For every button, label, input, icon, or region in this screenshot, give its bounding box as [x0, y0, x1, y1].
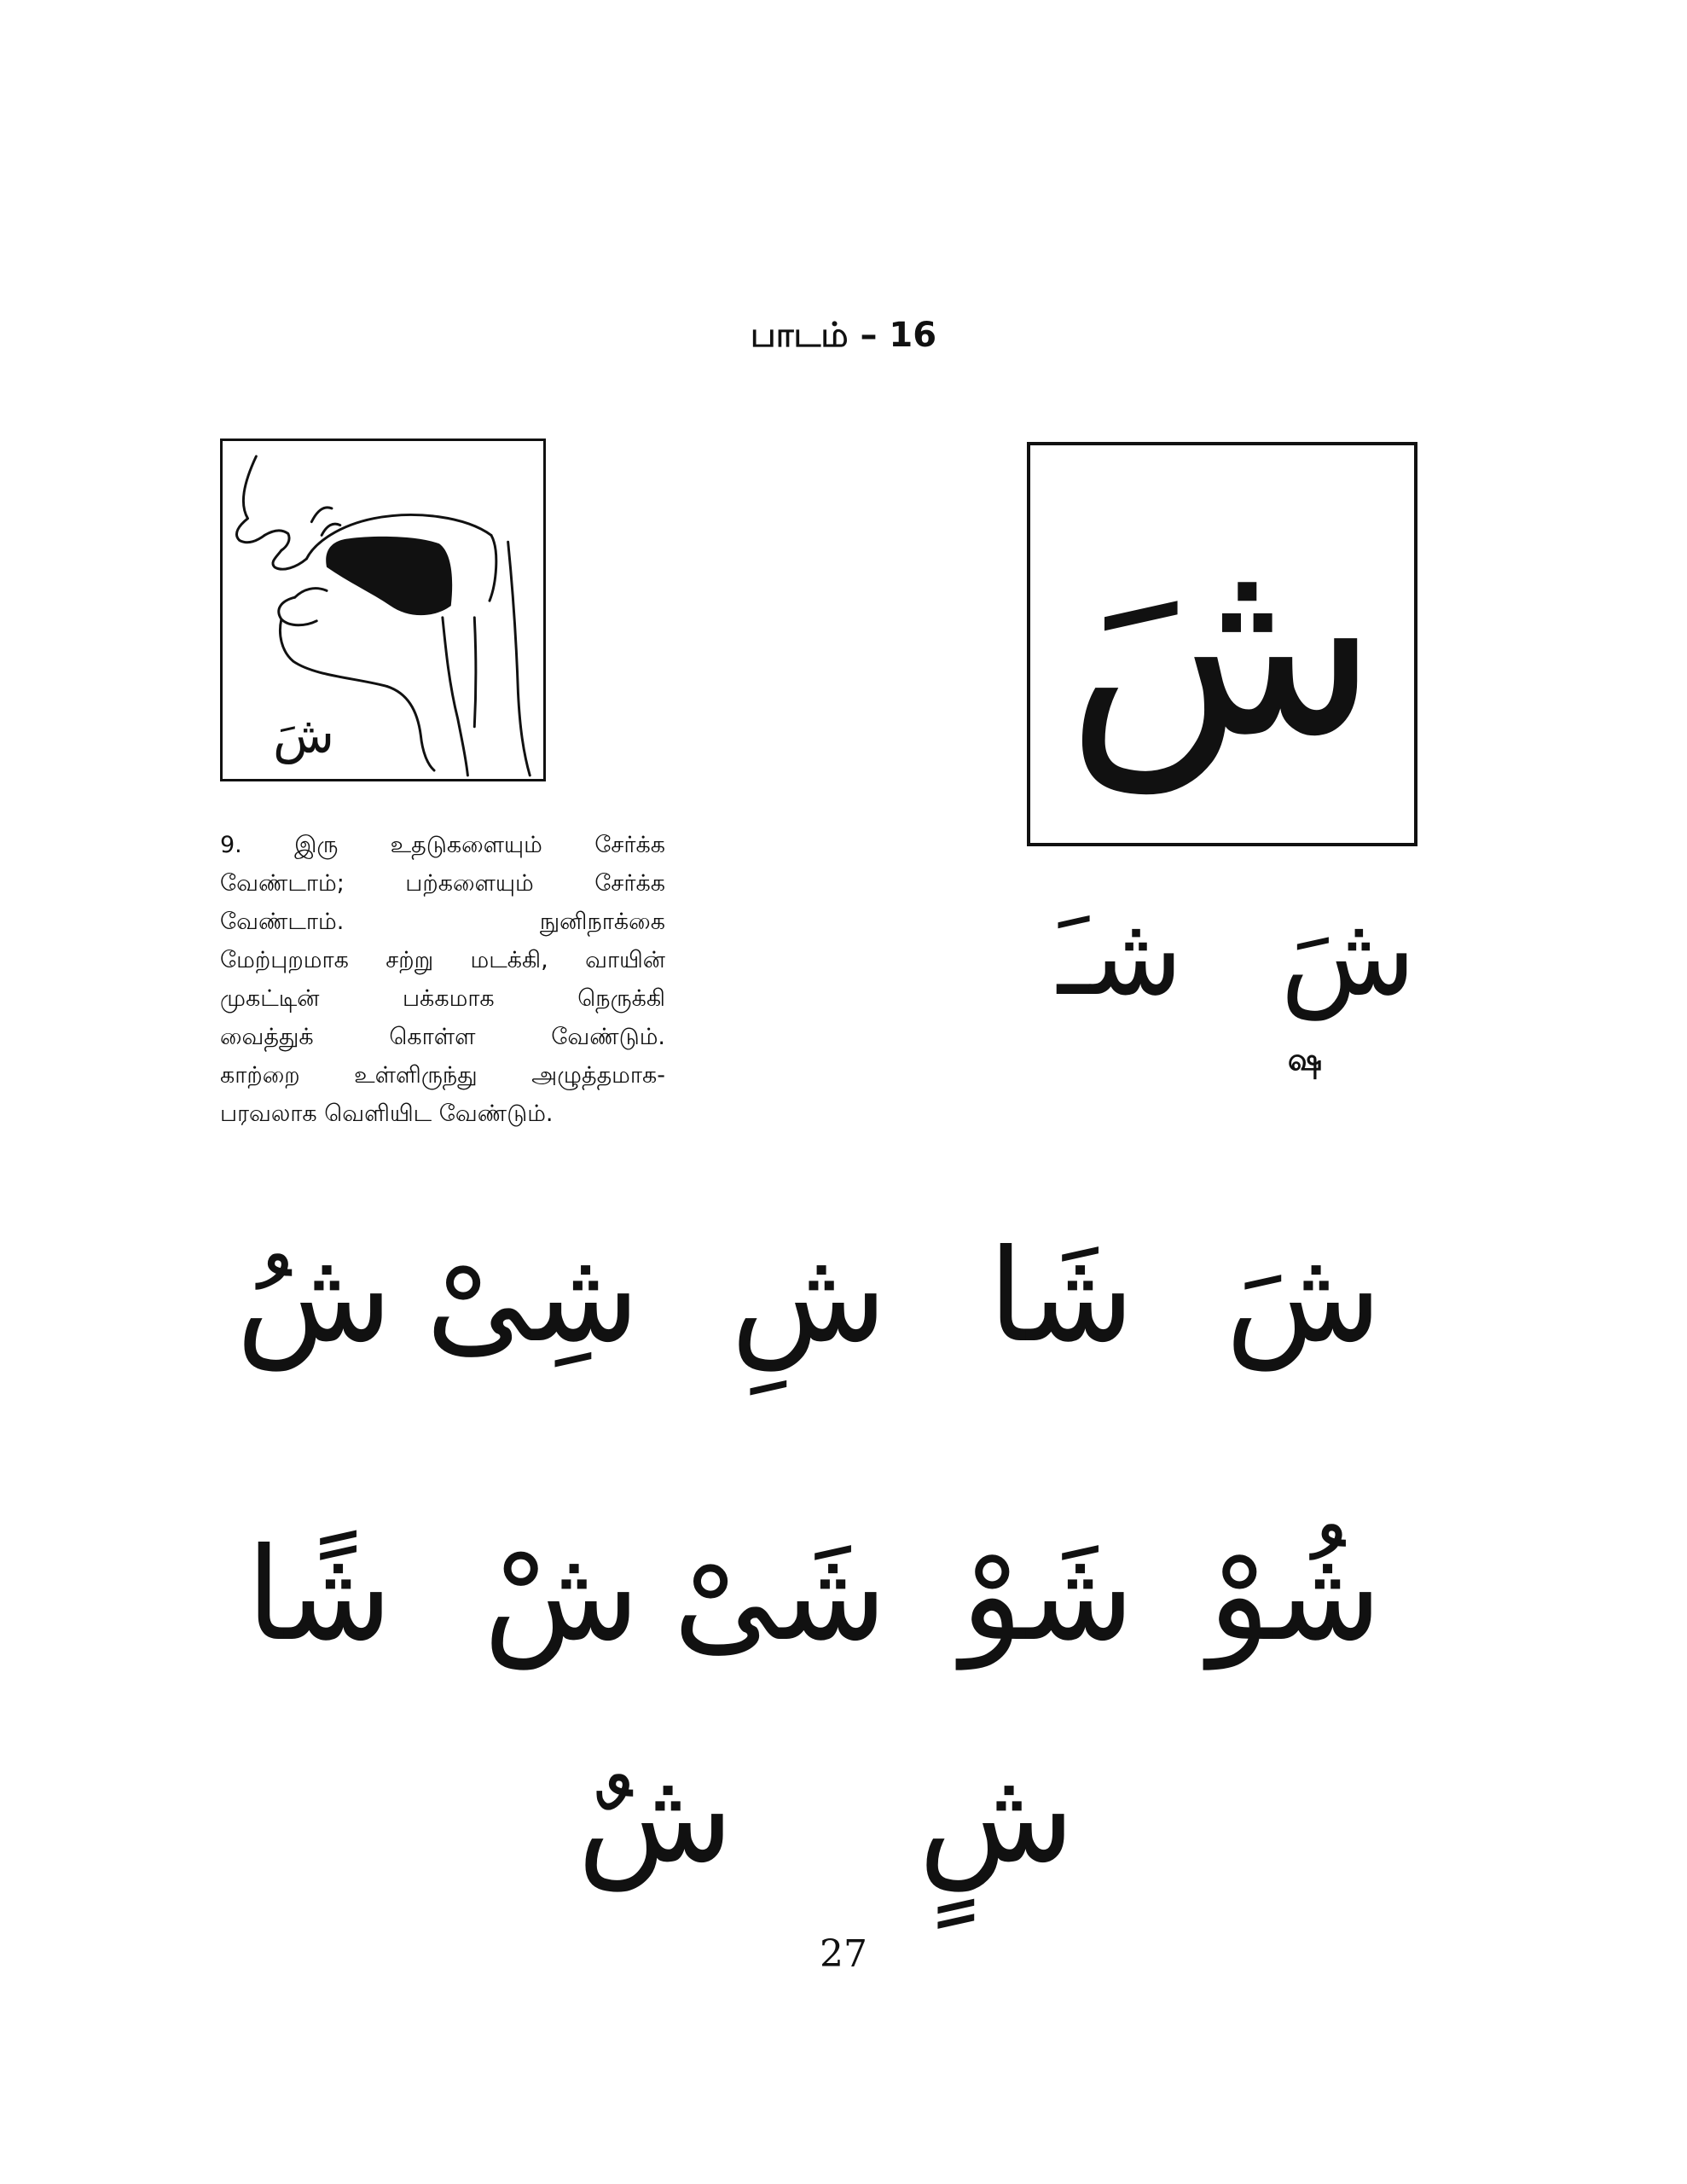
main-letter-box — [1027, 442, 1417, 846]
instruction-line: வைத்துக் கொள்ள வேண்டும். — [220, 1024, 665, 1050]
instruction-line: காற்றை உள்ளிருந்து அழுத்தமாக- — [220, 1062, 665, 1089]
practice-syllable: شُوْ — [1208, 1521, 1382, 1670]
practice-syllable: شُ — [235, 1223, 392, 1371]
isolated-form: شَ — [1280, 891, 1416, 1020]
practice-row-2 — [246, 1493, 1382, 1698]
practice-syllable: شٍ — [918, 1743, 1075, 1891]
instruction-line: வேண்டாம்; பற்களையும் சேர்க்க — [220, 870, 665, 897]
instruction-line: பரவலாக வெளியிட வேண்டும். — [220, 1101, 554, 1127]
practice-syllable: شِیْ — [426, 1223, 640, 1371]
instruction-text — [220, 826, 665, 1133]
practice-syllable: شًا — [246, 1521, 392, 1670]
transliteration: ஷ — [1287, 1043, 1323, 1077]
letter-forms — [1058, 870, 1416, 1041]
diagram-caption: شَ — [273, 705, 335, 764]
mouth-illustration — [223, 441, 543, 779]
initial-form: شـَ — [1058, 891, 1184, 1020]
practice-row-1 — [235, 1203, 1382, 1391]
practice-syllable: شَیْ — [673, 1521, 887, 1670]
practice-syllable: شَا — [988, 1223, 1134, 1371]
main-letter: شَ — [1065, 495, 1379, 793]
mouth-diagram — [220, 439, 546, 781]
lesson-title: பாடம் – 16 — [750, 316, 937, 355]
practice-syllable: شِ — [730, 1223, 887, 1371]
instruction-line: மேற்புறமாக சற்று மடக்கி, வாயின் — [220, 947, 665, 973]
instruction-line: 9. இரு உதடுகளையும் சேர்க்க — [220, 832, 665, 858]
practice-syllable: شَ — [1225, 1223, 1382, 1371]
practice-syllable: شْ — [483, 1521, 640, 1670]
instruction-line: முகட்டின் பக்கமாக நெருக்கி — [220, 985, 665, 1012]
practice-row-3 — [577, 1715, 1075, 1920]
instruction-line: வேண்டாம். நுனிநாக்கை — [220, 909, 665, 935]
practice-syllable: شَوْ — [960, 1521, 1134, 1670]
page-number: 27 — [820, 1932, 867, 1976]
practice-syllable: شٌ — [577, 1743, 733, 1891]
